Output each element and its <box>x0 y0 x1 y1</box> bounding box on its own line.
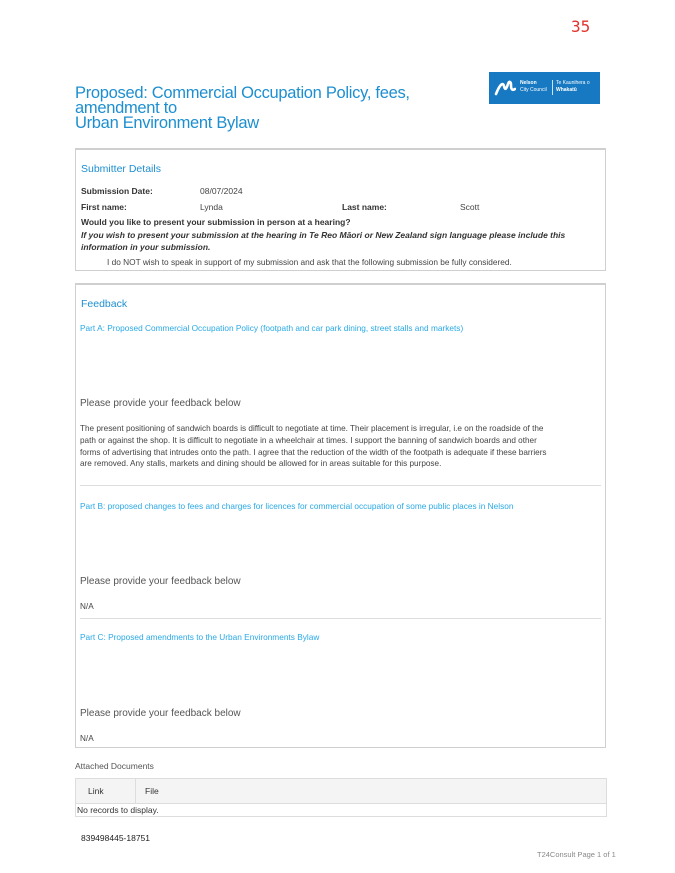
column-divider <box>135 779 136 803</box>
submission-date-label: Submission Date: <box>81 186 153 196</box>
title-line-2: Urban Environment Bylaw <box>75 114 259 132</box>
submitter-details-heading: Submitter Details <box>81 163 161 175</box>
hearing-question: Would you like to present your submission in person at a hearing? <box>81 217 351 227</box>
logo-name-line-1: Nelson <box>520 80 537 86</box>
part-a-answer: The present positioning of sandwich boards is difficult to negotiate at time. Their placement is irregular, i.e on the roadside of the path or against the shop. It is difficult to negotiate in a wheelchair at times. I support the banning of sandwich boards and other forms of advertising that intrudes onto the path. I agree that the reduction of the width of the footpath is adequate if these barriers are removed. Any stalls, markets and dining should be allowed for in areas suitable for this purpose. <box>80 424 547 469</box>
submitter-details-panel <box>75 148 606 271</box>
part-a-prompt: Please provide your feedback below <box>80 398 241 409</box>
part-c-heading: Part C: Proposed amendments to the Urban Environments Bylaw <box>80 632 320 642</box>
part-b-heading: Part B: proposed changes to fees and charges for licences for commercial occupation of some public places in Nelson <box>80 501 514 511</box>
logo-divider <box>552 80 553 95</box>
part-b-prompt: Please provide your feedback below <box>80 576 241 587</box>
hearing-answer: I do NOT wish to speak in support of my submission and ask that the following submission be fully considered. <box>107 257 512 267</box>
nelson-mark-icon <box>494 78 516 98</box>
part-c-answer: N/A <box>80 734 94 743</box>
document-title <box>75 86 495 131</box>
part-divider <box>80 618 601 619</box>
attached-documents-table <box>75 778 607 817</box>
submission-date-value: 08/07/2024 <box>200 186 243 196</box>
logo-name-line-2: City Council <box>520 87 547 93</box>
part-c-prompt: Please provide your feedback below <box>80 708 241 719</box>
last-name-value: Scott <box>460 202 480 212</box>
feedback-heading: Feedback <box>81 298 128 310</box>
column-header-link[interactable]: Link <box>88 786 104 796</box>
document-id: 839498445-18751 <box>81 833 151 843</box>
attached-documents-label: Attached Documents <box>75 761 154 771</box>
footer-page-info: T24Consult Page 1 of 1 <box>537 850 616 859</box>
first-name-value: Lynda <box>200 202 223 212</box>
title-line-1: Proposed: Commercial Occupation Policy, fees, amendment to <box>75 84 410 117</box>
feedback-panel <box>75 283 606 748</box>
page-number: 35 <box>571 17 591 36</box>
last-name-label: Last name: <box>342 202 387 212</box>
hearing-note: If you wish to present your submission at the hearing in Te Reo Māori or New Zealand sign language please include this information in your submission. <box>81 230 566 252</box>
column-header-file[interactable]: File <box>145 786 159 796</box>
part-divider <box>80 485 601 486</box>
attached-table-header <box>76 779 606 804</box>
first-name-label: First name: <box>81 202 127 212</box>
logo-maori-line-2: Whakatū <box>556 87 577 93</box>
council-logo <box>489 72 600 104</box>
part-b-answer: N/A <box>80 602 94 611</box>
no-records-message: No records to display. <box>77 805 159 815</box>
logo-maori-line-1: Te Kaunihera o <box>556 80 590 86</box>
part-a-heading: Part A: Proposed Commercial Occupation Policy (footpath and car park dining, street stalls and markets) <box>80 323 464 333</box>
